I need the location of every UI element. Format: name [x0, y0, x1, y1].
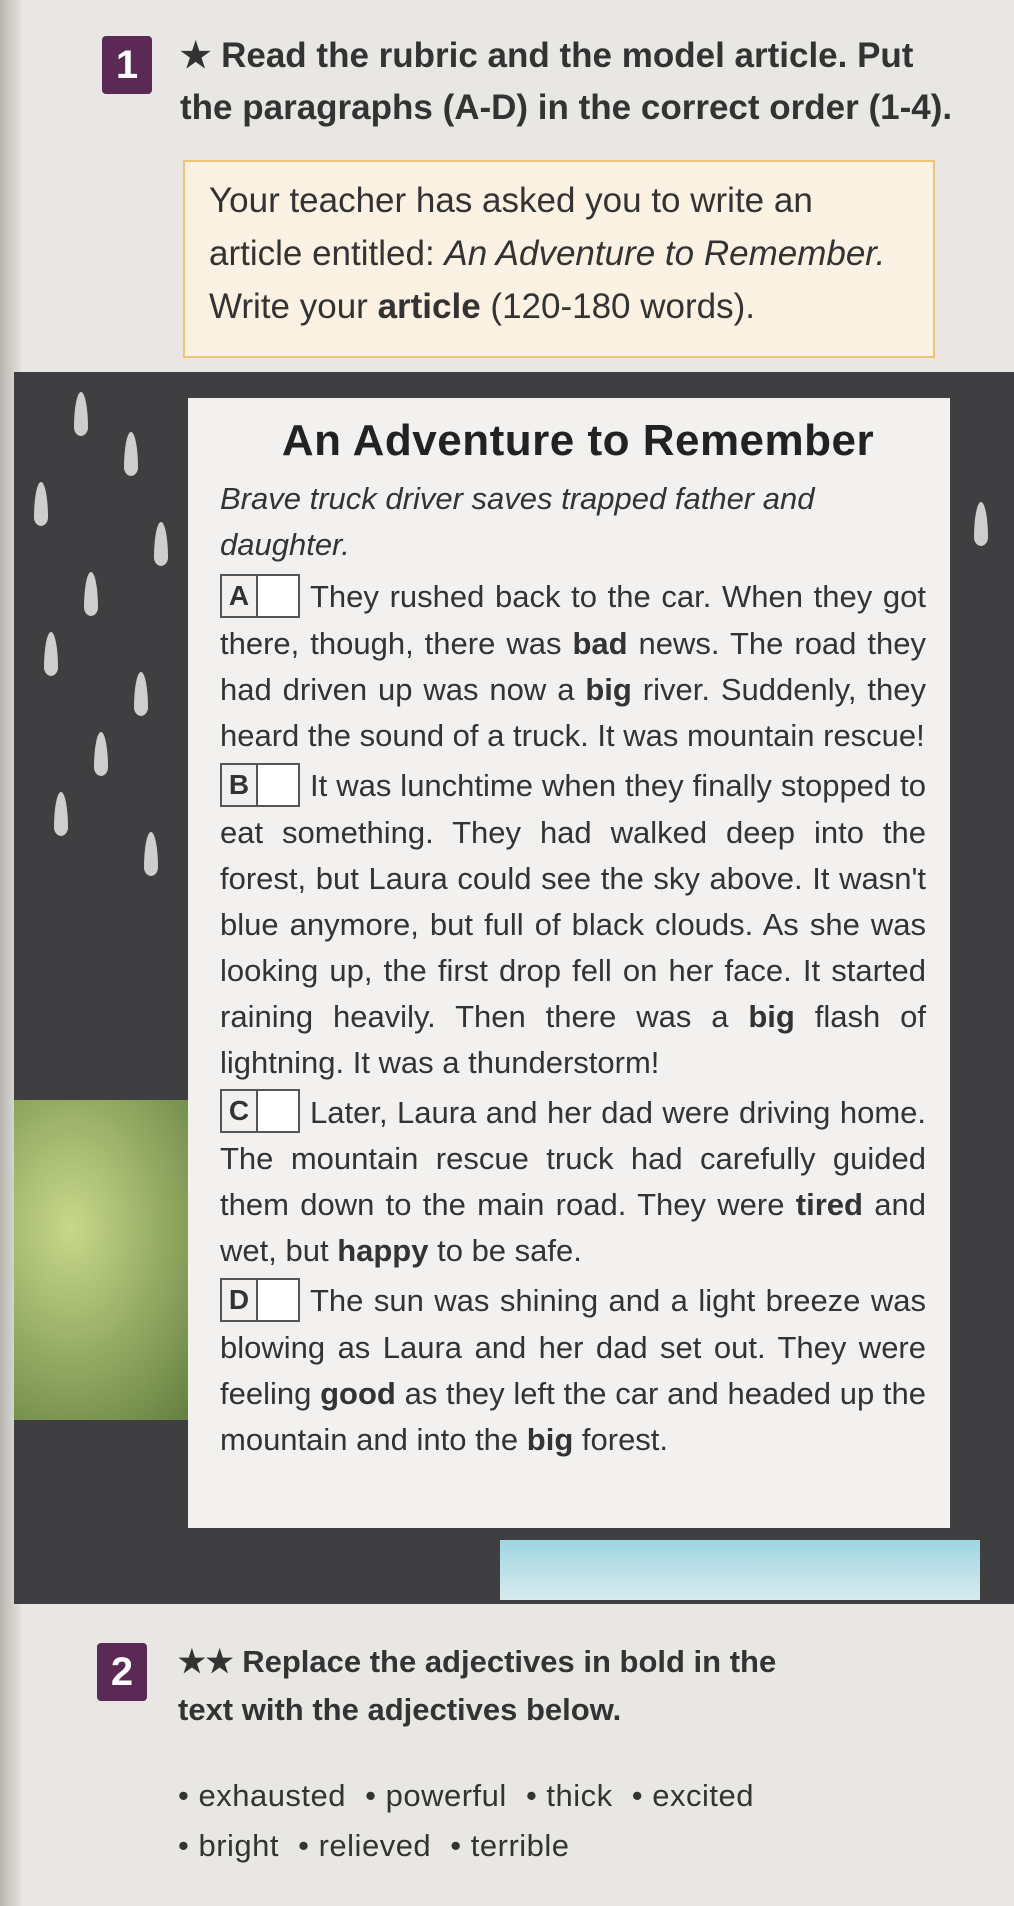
adjective-item: • exhausted: [178, 1778, 347, 1813]
adjective-word: bright: [198, 1828, 280, 1863]
exercise-2-number: 2: [97, 1643, 147, 1701]
answer-box-a[interactable]: [220, 574, 300, 618]
paragraph-b: [220, 763, 926, 1086]
adjective-list-row-2: [178, 1822, 580, 1870]
order-input[interactable]: [258, 576, 298, 616]
adjective-item: • powerful: [365, 1778, 507, 1813]
exercise-2-instruction: [178, 1638, 776, 1734]
rubric-article-title: An Adventure to Remember.: [444, 234, 886, 273]
bold-adjective: big: [748, 998, 795, 1034]
paragraph-letter: C: [222, 1091, 258, 1131]
paragraph-letter: D: [222, 1280, 258, 1320]
adjective-word: terrible: [470, 1828, 570, 1863]
paragraph-text: news. The road they had driven up was now a: [220, 625, 926, 707]
raindrop: [154, 522, 168, 566]
paragraph-text: river. Suddenly, they heard the sound of a truck. It was mountain rescue!: [220, 671, 926, 753]
adjective-word: relieved: [318, 1828, 432, 1863]
raindrop: [54, 792, 68, 836]
adjective-word: powerful: [385, 1778, 507, 1813]
article-subtitle: Brave truck driver saves trapped father and daughter.: [220, 481, 815, 562]
adjective-item: • bright: [178, 1828, 280, 1863]
exercise-1-instruction: [180, 30, 952, 134]
lake-illustration: [500, 1540, 980, 1600]
raindrop: [94, 732, 108, 776]
exercise-2-instruction-line1: ★★ Replace the adjectives in bold in the: [178, 1644, 777, 1679]
adjective-item: • thick: [525, 1778, 613, 1813]
raindrop: [74, 392, 88, 436]
bold-adjective: good: [320, 1376, 396, 1412]
paragraph-text: flash of lightning. It was a thunderstorm!: [220, 998, 927, 1080]
paragraph-letter: B: [222, 765, 258, 805]
exercise-1-instruction-line2: the paragraphs (A-D) in the correct order (1-4).: [180, 88, 953, 127]
paragraph-text: to be safe.: [428, 1233, 582, 1269]
adjective-item: • excited: [631, 1778, 754, 1813]
exercise-2-instruction-line2: text with the adjectives below.: [178, 1692, 622, 1727]
order-input[interactable]: [258, 1280, 298, 1320]
raindrop: [44, 632, 58, 676]
adjective-item: • relieved: [298, 1828, 432, 1863]
adjective-list-row-1: [178, 1772, 764, 1820]
adjective-word: thick: [546, 1778, 613, 1813]
paragraph-text: and wet, but: [220, 1187, 926, 1269]
paragraph-text: Later, Laura and her dad were driving home. The mountain rescue truck had carefully guided them down to the main road. They were: [220, 1094, 926, 1223]
answer-box-d[interactable]: [220, 1278, 300, 1322]
answer-box-b[interactable]: [220, 763, 300, 807]
rubric-text: Write your: [209, 287, 378, 326]
paragraph-text: They rushed back to the car. When they got there, though, there was: [220, 579, 926, 661]
paragraph-c: [220, 1090, 926, 1275]
answer-box-c[interactable]: [220, 1089, 300, 1133]
model-article: [188, 398, 950, 1528]
bold-adjective: bad: [572, 625, 628, 661]
raindrop: [974, 502, 988, 546]
raindrop: [84, 572, 98, 616]
paragraph-text: It was lunchtime when they finally stopped to eat something. They had walked deep into the forest, but Laura could see the sky above. It wasn't blue anymore, but full of black clouds. As she was looking up, the first drop fell on her face. It started raining heavily. Then there was a: [220, 767, 926, 1034]
paragraph-letter: A: [222, 576, 258, 616]
exercise-1-number: 1: [102, 36, 152, 94]
raindrop: [34, 482, 48, 526]
rubric-text: Your teacher has asked you to write an article entitled:: [209, 181, 813, 273]
bold-adjective: tired: [795, 1187, 863, 1223]
raindrop: [144, 832, 158, 876]
order-input[interactable]: [258, 1091, 298, 1131]
raindrop: [124, 432, 138, 476]
adjective-word: exhausted: [198, 1778, 347, 1813]
order-input[interactable]: [258, 765, 298, 805]
paragraph-d: [220, 1278, 926, 1463]
bold-adjective: big: [526, 1422, 574, 1458]
rubric-box: [183, 160, 935, 358]
paragraph-a: [220, 574, 926, 759]
rubric-text: (120-180 words).: [480, 287, 755, 326]
bold-adjective: big: [585, 671, 632, 707]
paragraph-text: as they left the car and headed up the mountain and into the: [220, 1376, 927, 1458]
adjective-word: excited: [652, 1778, 754, 1813]
bold-adjective: happy: [337, 1233, 429, 1269]
paragraph-text: forest.: [573, 1422, 669, 1458]
exercise-1-instruction-line1: ★ Read the rubric and the model article. Put: [180, 36, 914, 75]
adjective-item: • terrible: [450, 1828, 570, 1863]
raindrop: [134, 672, 148, 716]
paragraph-text: The sun was shining and a light breeze was blowing as Laura and her dad set out. They were feeling: [220, 1283, 926, 1412]
rubric-bold-word: article: [377, 287, 481, 326]
green-hill-illustration: [14, 1100, 204, 1420]
article-title: An Adventure to Remember: [281, 416, 875, 465]
